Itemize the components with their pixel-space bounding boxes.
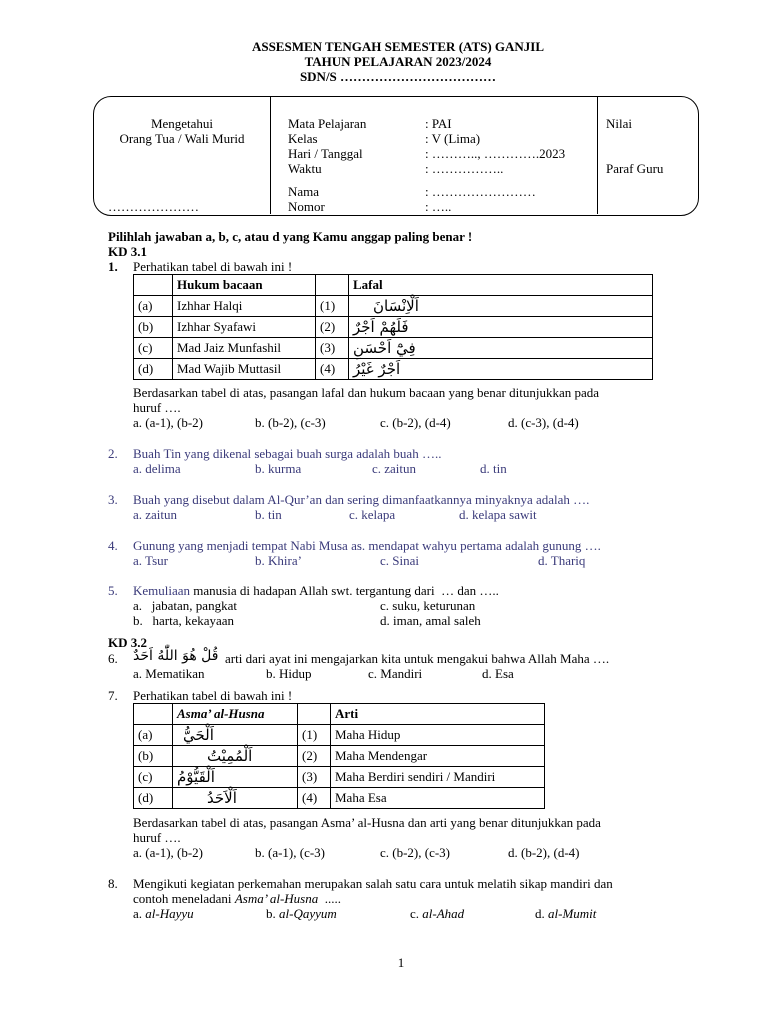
table-row [134,788,545,809]
q2-option-c: c. zaitun [372,461,417,476]
q5-text-rest: manusia di hadapan Allah swt. tergantung dari … dan ….. [190,583,499,598]
q4-option-d: d. Thariq [538,553,586,568]
q1-header-hukum: Hukum bacaan [173,275,316,296]
row-key: (c) [134,767,173,788]
field-label-mapel: Mata Pelajaran [288,116,367,131]
q8-text-part-3: ..... [318,891,341,906]
q8-text-line-1: Mengikuti kegiatan perkemahan merupakan salah satu cara untuk melatih sikap mandiri dan [133,876,613,891]
q4-number: 4. [108,538,118,553]
field-value-mapel: : PAI [425,116,452,131]
q7-after-2: huruf …. [133,830,181,845]
row-key: (d) [134,788,173,809]
box-divider-left [270,97,271,214]
q8-text-part-1: contoh meneladani [133,891,235,906]
row-num: (3) [316,338,349,359]
table-row [134,317,653,338]
option-value: al-Hayyu [145,906,194,921]
option-letter: a. [133,906,146,921]
identity-box [93,96,699,216]
option-letter: c. [410,906,423,921]
q5-option-a: a. jabatan, pangkat [133,598,237,613]
asma-arabic: اَلْمُمِيْتُ [207,747,253,765]
lafal-arabic: اَلْاِنْسَانَ [373,297,419,315]
q5-option-d: d. iman, amal saleh [380,613,481,628]
q1-table [133,274,653,380]
q8-text-part-2: Asma’ al-Husna [234,891,319,906]
lafal-arabic: اَجْرٌ غَيْرُ [353,360,401,378]
q6-text: arti dari ayat ini mengajarkan kita untuk mengakui bahwa Allah Maha …. [225,651,610,666]
hukum-cell: Izhhar Syafawi [173,317,316,338]
page-number: 1 [397,955,405,970]
q4-option-c: c. Sinai [380,553,419,568]
row-key: (d) [134,359,173,380]
q4-option-a: a. Tsur [133,553,168,568]
q7-table [133,703,545,809]
row-key: (b) [134,746,173,767]
q7-after-1: Berdasarkan tabel di atas, pasangan Asma’ al-Husna dan arti yang benar ditunjukkan pada [133,815,601,830]
q5-text [133,583,499,599]
q1-option-a: a. (a-1), (b-2) [133,415,204,430]
q7-header-asma: Asma’ al-Husna [173,704,298,725]
q4-option-b: b. Khira’ [255,553,302,568]
q3-option-c: c. kelapa [349,507,396,522]
row-key: (a) [134,296,173,317]
q5-text-highlight: Kemuliaan [133,583,191,598]
q1-number: 1. [108,259,118,274]
q6-arabic-verse: قُلْ هُوَ اللّٰهُ اَحَدٌ [133,648,219,664]
q2-text: Buah Tin yang dikenal sebagai buah surga adalah buah ….. [133,446,442,461]
lafal-cell [349,359,653,380]
asma-cell [173,746,298,767]
q7-header-arti: Arti [331,704,545,725]
q6-option-b: b. Hidup [266,666,312,681]
q1-text: Perhatikan tabel di bawah ini ! [133,259,293,274]
q1-option-b: b. (b-2), (c-3) [255,415,326,430]
q8-text-line-2 [133,891,341,907]
table-row [134,359,653,380]
hukum-cell: Mad Wajib Muttasil [173,359,316,380]
q3-option-b: b. tin [255,507,282,522]
q4-text: Gunung yang menjadi tempat Nabi Musa as. mendapat wahyu pertama adalah gunung …. [133,538,601,553]
row-num: (1) [298,725,331,746]
option-value: al-Mumit [548,906,597,921]
row-num: (3) [298,767,331,788]
field-value-kelas: : V (Lima) [425,131,481,146]
kd-3-2: KD 3.2 [108,635,147,650]
q7-option-d: d. (b-2), (d-4) [508,845,580,860]
q1-after-1: Berdasarkan tabel di atas, pasangan lafal dan hukum bacaan yang benar ditunjukkan pada [133,385,600,400]
q3-option-a: a. zaitun [133,507,178,522]
mengetahui-label: Mengetahui [150,116,214,131]
q7-option-c: c. (b-2), (c-3) [380,845,451,860]
field-label-kelas: Kelas [288,131,318,146]
q3-option-d: d. kelapa sawit [459,507,537,522]
field-value-waktu: : …………….. [425,161,504,176]
kd-3-1: KD 3.1 [108,244,147,259]
paraf-guru-label: Paraf Guru [606,161,664,176]
q3-number: 3. [108,492,118,507]
title-line-1: ASSESMEN TENGAH SEMESTER (ATS) GANJIL [251,39,545,54]
field-label-nama: Nama [288,184,320,199]
q8-option-c [410,906,464,922]
table-row [134,767,545,788]
lafal-cell [349,296,653,317]
option-letter: d. [535,906,548,921]
q8-option-d [535,906,596,922]
q2-option-d: d. tin [480,461,507,476]
row-key: (a) [134,725,173,746]
option-value: al-Qayyum [279,906,337,921]
q5-option-c: c. suku, keturunan [380,598,476,613]
row-num: (2) [316,317,349,338]
field-value-nama: : …………………… [425,184,536,199]
q8-option-a [133,906,194,922]
arti-cell: Maha Mendengar [331,746,545,767]
field-value-nomor: : ….. [425,199,452,214]
title-line-2: TAHUN PELAJARAN 2023/2024 [304,54,492,69]
row-key: (b) [134,317,173,338]
q7-option-b: b. (a-1), (c-3) [255,845,326,860]
table-row [134,338,653,359]
q1-after-2: huruf …. [133,400,181,415]
table-row [134,725,545,746]
asma-arabic: اَلْحَيُّ [183,726,214,744]
row-num: (2) [298,746,331,767]
q7-number: 7. [108,688,118,703]
q7-text: Perhatikan tabel di bawah ini ! [133,688,293,703]
hukum-cell: Izhhar Halqi [173,296,316,317]
lafal-arabic: فِيْٓ اَحْسَنِ [353,339,416,357]
lafal-cell [349,317,653,338]
hukum-cell: Mad Jaiz Munfashil [173,338,316,359]
q5-option-b: b. harta, kekayaan [133,613,235,628]
q3-text: Buah yang disebut dalam Al-Qur’an dan sering dimanfaatkannya minyaknya adalah …. [133,492,590,507]
instruction: Pilihlah jawaban a, b, c, atau d yang Kamu anggap paling benar ! [108,229,473,244]
q7-option-a: a. (a-1), (b-2) [133,845,204,860]
option-value: al-Ahad [422,906,465,921]
q1-option-d: d. (c-3), (d-4) [508,415,579,430]
table-row [134,296,653,317]
arti-cell: Maha Berdiri sendiri / Mandiri [331,767,545,788]
option-letter: b. [266,906,279,921]
asma-cell [173,788,298,809]
q1-header-lafal: Lafal [349,275,653,296]
row-num: (1) [316,296,349,317]
q2-option-a: a. delima [133,461,181,476]
q6-option-d: d. Esa [482,666,514,681]
field-label-tanggal: Hari / Tanggal [288,146,363,161]
lafal-cell [349,338,653,359]
nilai-label: Nilai [606,116,632,131]
row-key: (c) [134,338,173,359]
row-num: (4) [316,359,349,380]
box-divider-right [597,97,598,214]
q1-option-c: c. (b-2), (d-4) [380,415,451,430]
q8-number: 8. [108,876,118,891]
q2-number: 2. [108,446,118,461]
q6-number: 6. [108,651,118,666]
arti-cell: Maha Hidup [331,725,545,746]
table-row [134,746,545,767]
field-label-nomor: Nomor [288,199,325,214]
q8-option-b [266,906,337,922]
parent-signature-line: ………………… [108,199,199,214]
asma-cell [173,725,298,746]
q5-number: 5. [108,583,118,598]
q6-option-c: c. Mandiri [368,666,423,681]
asma-arabic: اَلْقَيُّوْمُ [177,768,215,786]
asma-cell [173,767,298,788]
q2-option-b: b. kurma [255,461,302,476]
lafal-arabic: فَلَهُمْ اَجْرٌ [353,318,409,336]
arti-cell: Maha Esa [331,788,545,809]
field-value-tanggal: : ……….., ………….2023 [425,146,566,161]
q6-option-a: a. Mematikan [133,666,205,681]
title-line-3: SDN/S ……………………………… [299,69,497,84]
row-num: (4) [298,788,331,809]
field-label-waktu: Waktu [288,161,322,176]
asma-arabic: اَلْاَحَدُ [207,789,237,807]
orang-tua-label: Orang Tua / Wali Murid [119,131,245,146]
